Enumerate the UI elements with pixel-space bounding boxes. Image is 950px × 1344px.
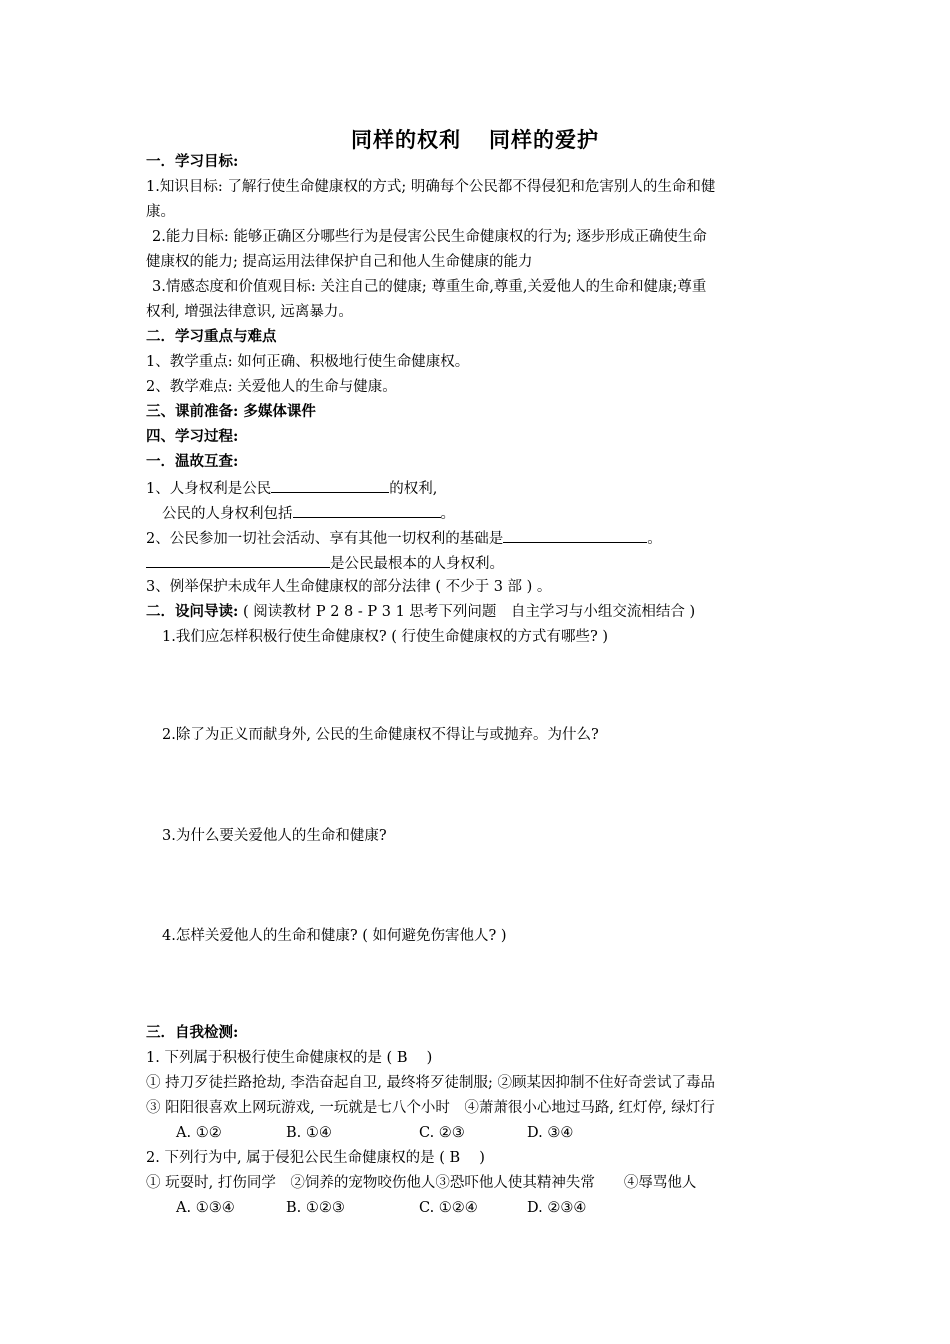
review-q1-line-1 xyxy=(146,477,437,499)
guide-question-4: 4.怎样关爱他人的生命和健康? ( 如何避免伤害他人? ) xyxy=(162,928,507,944)
goal-attitude-line-2: 权利, 增强法律意识, 远离暴力。 xyxy=(146,304,353,320)
title-part-2: 同样的爱护 xyxy=(489,127,599,152)
self-test-q2-stem: 2. 下列行为中, 属于侵犯公民生命健康权的是 ( B ) xyxy=(146,1150,485,1166)
fill-blank[interactable] xyxy=(503,527,647,543)
guide-question-3: 3.为什么要关爱他人的生命和健康? xyxy=(162,828,387,844)
review-q3: 3、例举保护未成年人生命健康权的部分法律 ( 不少于 3 部 ) 。 xyxy=(146,579,552,595)
self-test-q1-stem: 1. 下列属于积极行使生命健康权的是 ( B ) xyxy=(146,1050,433,1066)
prep-heading: 三、课前准备: 多媒体课件 xyxy=(146,403,316,420)
review-q2-text-c: 是公民最根本的人身权利。 xyxy=(330,556,504,572)
review-heading: 一．温故互查: xyxy=(146,453,239,470)
self-test-heading: 三．自我检测: xyxy=(146,1024,239,1041)
self-test-q1-options xyxy=(176,1123,573,1143)
self-test-q2-options xyxy=(176,1198,586,1218)
self-test-q1-items-1: ① 持刀歹徒拦路抢劫, 李浩奋起自卫, 最终将歹徒制服; ②顾某因抑制不住好奇尝试了毒品 xyxy=(146,1075,716,1091)
review-q2-text-b: 。 xyxy=(647,531,662,547)
option-c: C. ②③ xyxy=(419,1125,465,1141)
process-heading: 四、学习过程: xyxy=(146,428,239,445)
fill-blank[interactable] xyxy=(271,477,389,493)
review-q1-text-c: 公民的人身权利包括 xyxy=(162,506,293,522)
title-part-1: 同样的权利 xyxy=(351,127,461,152)
option-a: A. ①② xyxy=(176,1125,222,1141)
fill-blank[interactable] xyxy=(293,502,441,518)
focus-key-point: 1、教学重点: 如何正确、积极地行使生命健康权。 xyxy=(146,354,470,370)
option-d: D. ③④ xyxy=(527,1125,574,1141)
goal-ability-line-1: 2.能力目标: 能够正确区分哪些行为是侵害公民生命健康权的行为; 逐步形成正确使生命 xyxy=(152,229,707,245)
option-b: B. ①②③ xyxy=(286,1200,345,1216)
review-q1-line-2 xyxy=(162,502,455,524)
guide-heading-line xyxy=(146,602,695,622)
goal-knowledge-line-1: 1.知识目标: 了解行使生命健康权的方式; 明确每个公民都不得侵犯和危害别人的生命和健 xyxy=(146,179,716,195)
option-d: D. ②③④ xyxy=(527,1200,587,1216)
option-b: B. ①④ xyxy=(286,1125,332,1141)
self-test-q1-items-2: ③ 阳阳很喜欢上网玩游戏, 一玩就是七八个小时 ④萧萧很小心地过马路, 红灯停, 绿灯行 xyxy=(146,1100,715,1116)
review-q2-line-1 xyxy=(146,527,662,549)
guide-note: ( 阅读教材 P 2 8 - P 3 1 思考下列问题 自主学习与小组交流相结合 ) xyxy=(242,604,696,620)
goal-ability-line-2: 健康权的能力; 提高运用法律保护自己和他人生命健康的能力 xyxy=(146,254,533,270)
guide-heading: 二．设问导读: xyxy=(146,603,239,620)
goal-attitude-line-1: 3.情感态度和价值观目标: 关注自己的健康; 尊重生命,尊重,关爱他人的生命和健康;尊重 xyxy=(152,279,707,295)
fill-blank[interactable] xyxy=(146,552,330,568)
goal-knowledge-line-2: 康。 xyxy=(146,204,175,220)
self-test-q2-items: ① 玩耍时, 打伤同学 ②饲养的宠物咬伤他人③恐吓他人使其精神失常 ④辱骂他人 xyxy=(146,1175,697,1191)
guide-question-1: 1.我们应怎样积极行使生命健康权? ( 行使生命健康权的方式有哪些? ) xyxy=(162,629,609,645)
review-q1-text-a: 1、人身权利是公民 xyxy=(146,481,272,497)
guide-question-2: 2.除了为正义而献身外, 公民的生命健康权不得让与或抛弃。为什么? xyxy=(162,727,599,743)
review-q1-text-d: 。 xyxy=(440,506,455,522)
option-a: A. ①③④ xyxy=(176,1200,235,1216)
option-c: C. ①②④ xyxy=(419,1200,478,1216)
review-q2-line-2 xyxy=(146,552,504,574)
goals-heading: 一．学习目标: xyxy=(146,153,239,170)
review-q2-text-a: 2、公民参加一切社会活动、享有其他一切权利的基础是 xyxy=(146,531,504,547)
page-title xyxy=(0,124,950,154)
focus-heading: 二．学习重点与难点 xyxy=(146,328,277,345)
review-q1-text-b: 的权利, xyxy=(389,481,438,497)
focus-difficulty: 2、教学难点: 关爱他人的生命与健康。 xyxy=(146,379,397,395)
